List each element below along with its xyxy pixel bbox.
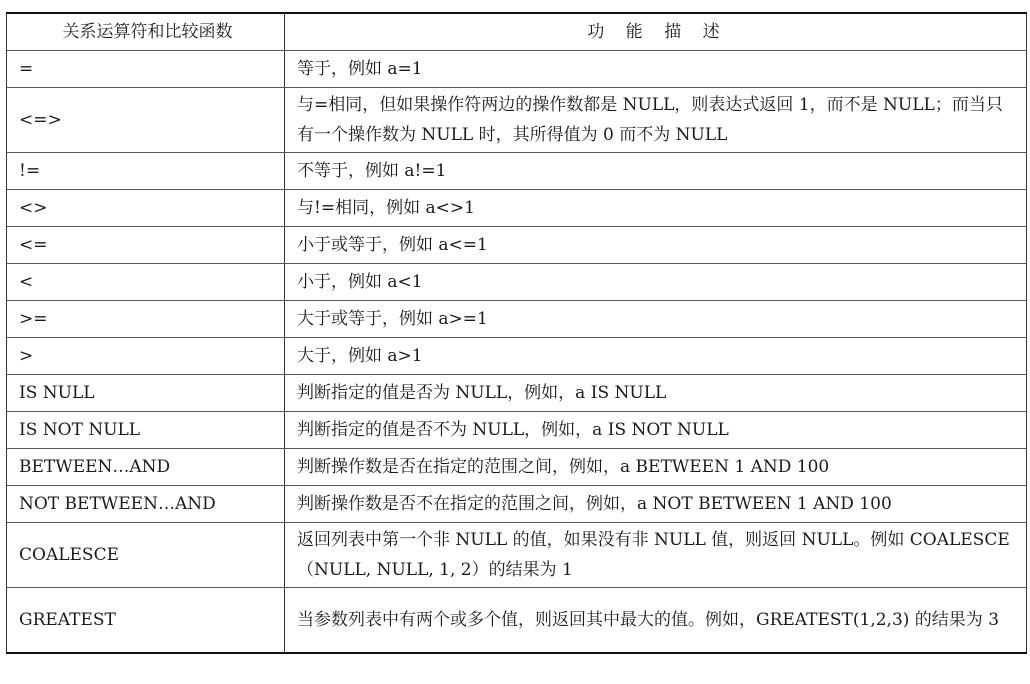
table-row <box>7 51 1027 88</box>
description-cell: 判断指定的值是否为 NULL，例如，a IS NULL <box>285 375 1027 412</box>
description-cell: 小于，例如 a<1 <box>285 264 1027 301</box>
table-row <box>7 190 1027 227</box>
table-row <box>7 449 1027 486</box>
description-cell: 与!=相同，例如 a<>1 <box>285 190 1027 227</box>
operator-cell: <= <box>7 227 285 264</box>
table-row <box>7 588 1027 654</box>
description-cell: 判断操作数是否不在指定的范围之间，例如，a NOT BETWEEN 1 AND 100 <box>285 486 1027 523</box>
operator-cell: != <box>7 153 285 190</box>
table-row <box>7 227 1027 264</box>
description-cell: 判断指定的值是否不为 NULL，例如，a IS NOT NULL <box>285 412 1027 449</box>
operator-cell: >= <box>7 301 285 338</box>
operator-cell: IS NULL <box>7 375 285 412</box>
operator-cell: < <box>7 264 285 301</box>
operator-cell: > <box>7 338 285 375</box>
header-operator: 关系运算符和比较函数 <box>7 13 285 51</box>
description-cell: 小于或等于，例如 a<=1 <box>285 227 1027 264</box>
operator-cell: IS NOT NULL <box>7 412 285 449</box>
description-cell: 返回列表中第一个非 NULL 的值，如果没有非 NULL 值，则返回 NULL。例如 COALESCE（NULL, NULL, 1, 2）的结果为 1 <box>285 523 1027 588</box>
operator-cell: COALESCE <box>7 523 285 588</box>
description-cell: 大于，例如 a>1 <box>285 338 1027 375</box>
table-row <box>7 412 1027 449</box>
operator-cell: <> <box>7 190 285 227</box>
table-row <box>7 301 1027 338</box>
header-description: 功 能 描 述 <box>285 13 1027 51</box>
description-cell: 当参数列表中有两个或多个值，则返回其中最大的值。例如，GREATEST(1,2,3) 的结果为 3 <box>285 588 1027 654</box>
operator-cell: = <box>7 51 285 88</box>
operator-cell: GREATEST <box>7 588 285 654</box>
description-cell: 大于或等于，例如 a>=1 <box>285 301 1027 338</box>
description-cell: 不等于，例如 a!=1 <box>285 153 1027 190</box>
description-cell: 与=相同，但如果操作符两边的操作数都是 NULL，则表达式返回 1，而不是 NULL；而当只有一个操作数为 NULL 时，其所得值为 0 而不为 NULL <box>285 88 1027 153</box>
table-row <box>7 88 1027 153</box>
description-cell: 等于，例如 a=1 <box>285 51 1027 88</box>
operators-table <box>6 12 1027 654</box>
operator-cell: BETWEEN…AND <box>7 449 285 486</box>
operator-cell: <=> <box>7 88 285 153</box>
table-row <box>7 486 1027 523</box>
table-row <box>7 523 1027 588</box>
table-row <box>7 264 1027 301</box>
table-row <box>7 338 1027 375</box>
operator-cell: NOT BETWEEN…AND <box>7 486 285 523</box>
table-row <box>7 375 1027 412</box>
table-header-row <box>7 13 1027 51</box>
table-row <box>7 153 1027 190</box>
description-cell: 判断操作数是否在指定的范围之间，例如，a BETWEEN 1 AND 100 <box>285 449 1027 486</box>
